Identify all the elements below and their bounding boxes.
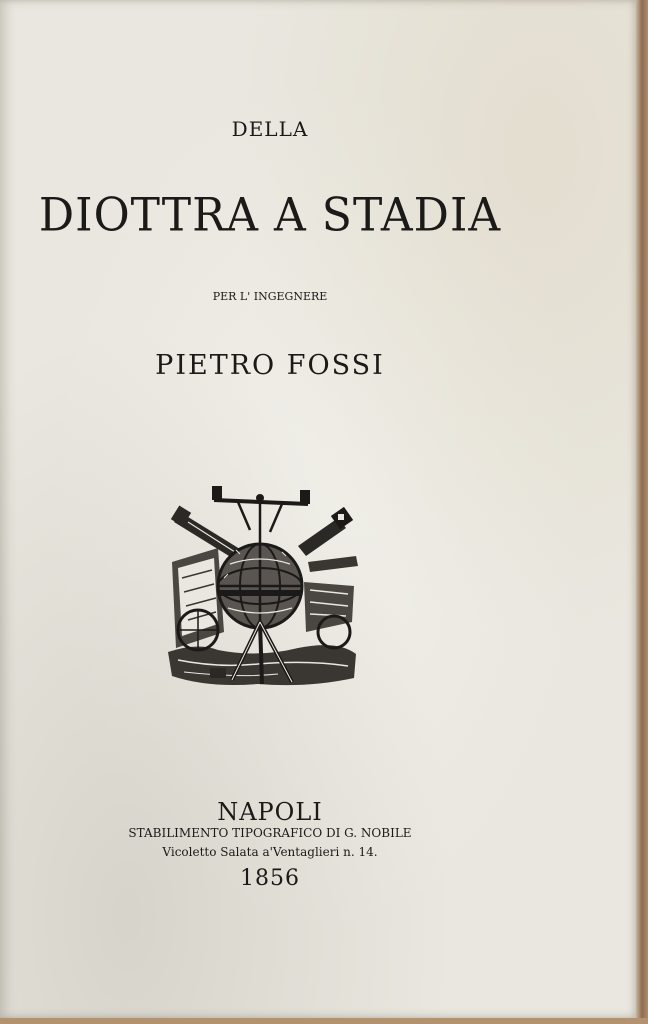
printer-address: Vicoletto Salata a'Ventaglieri n. 14. [162,845,378,859]
page-edge [636,0,648,1024]
publication-year: 1856 [240,866,300,891]
author-name: PIETRO FOSSI [155,350,385,381]
book-title: DIOTTRA A STADIA [38,188,502,243]
title-line-della: DELLA [231,117,309,141]
publication-city: NAPOLI [217,798,323,826]
surveying-instruments-emblem-icon [158,482,364,694]
printer-name: STABILIMENTO TIPOGRAFICO DI G. NOBILE [128,826,412,840]
cover-edge [0,1018,648,1024]
author-prefix: PER L' INGEGNERE [212,290,328,303]
